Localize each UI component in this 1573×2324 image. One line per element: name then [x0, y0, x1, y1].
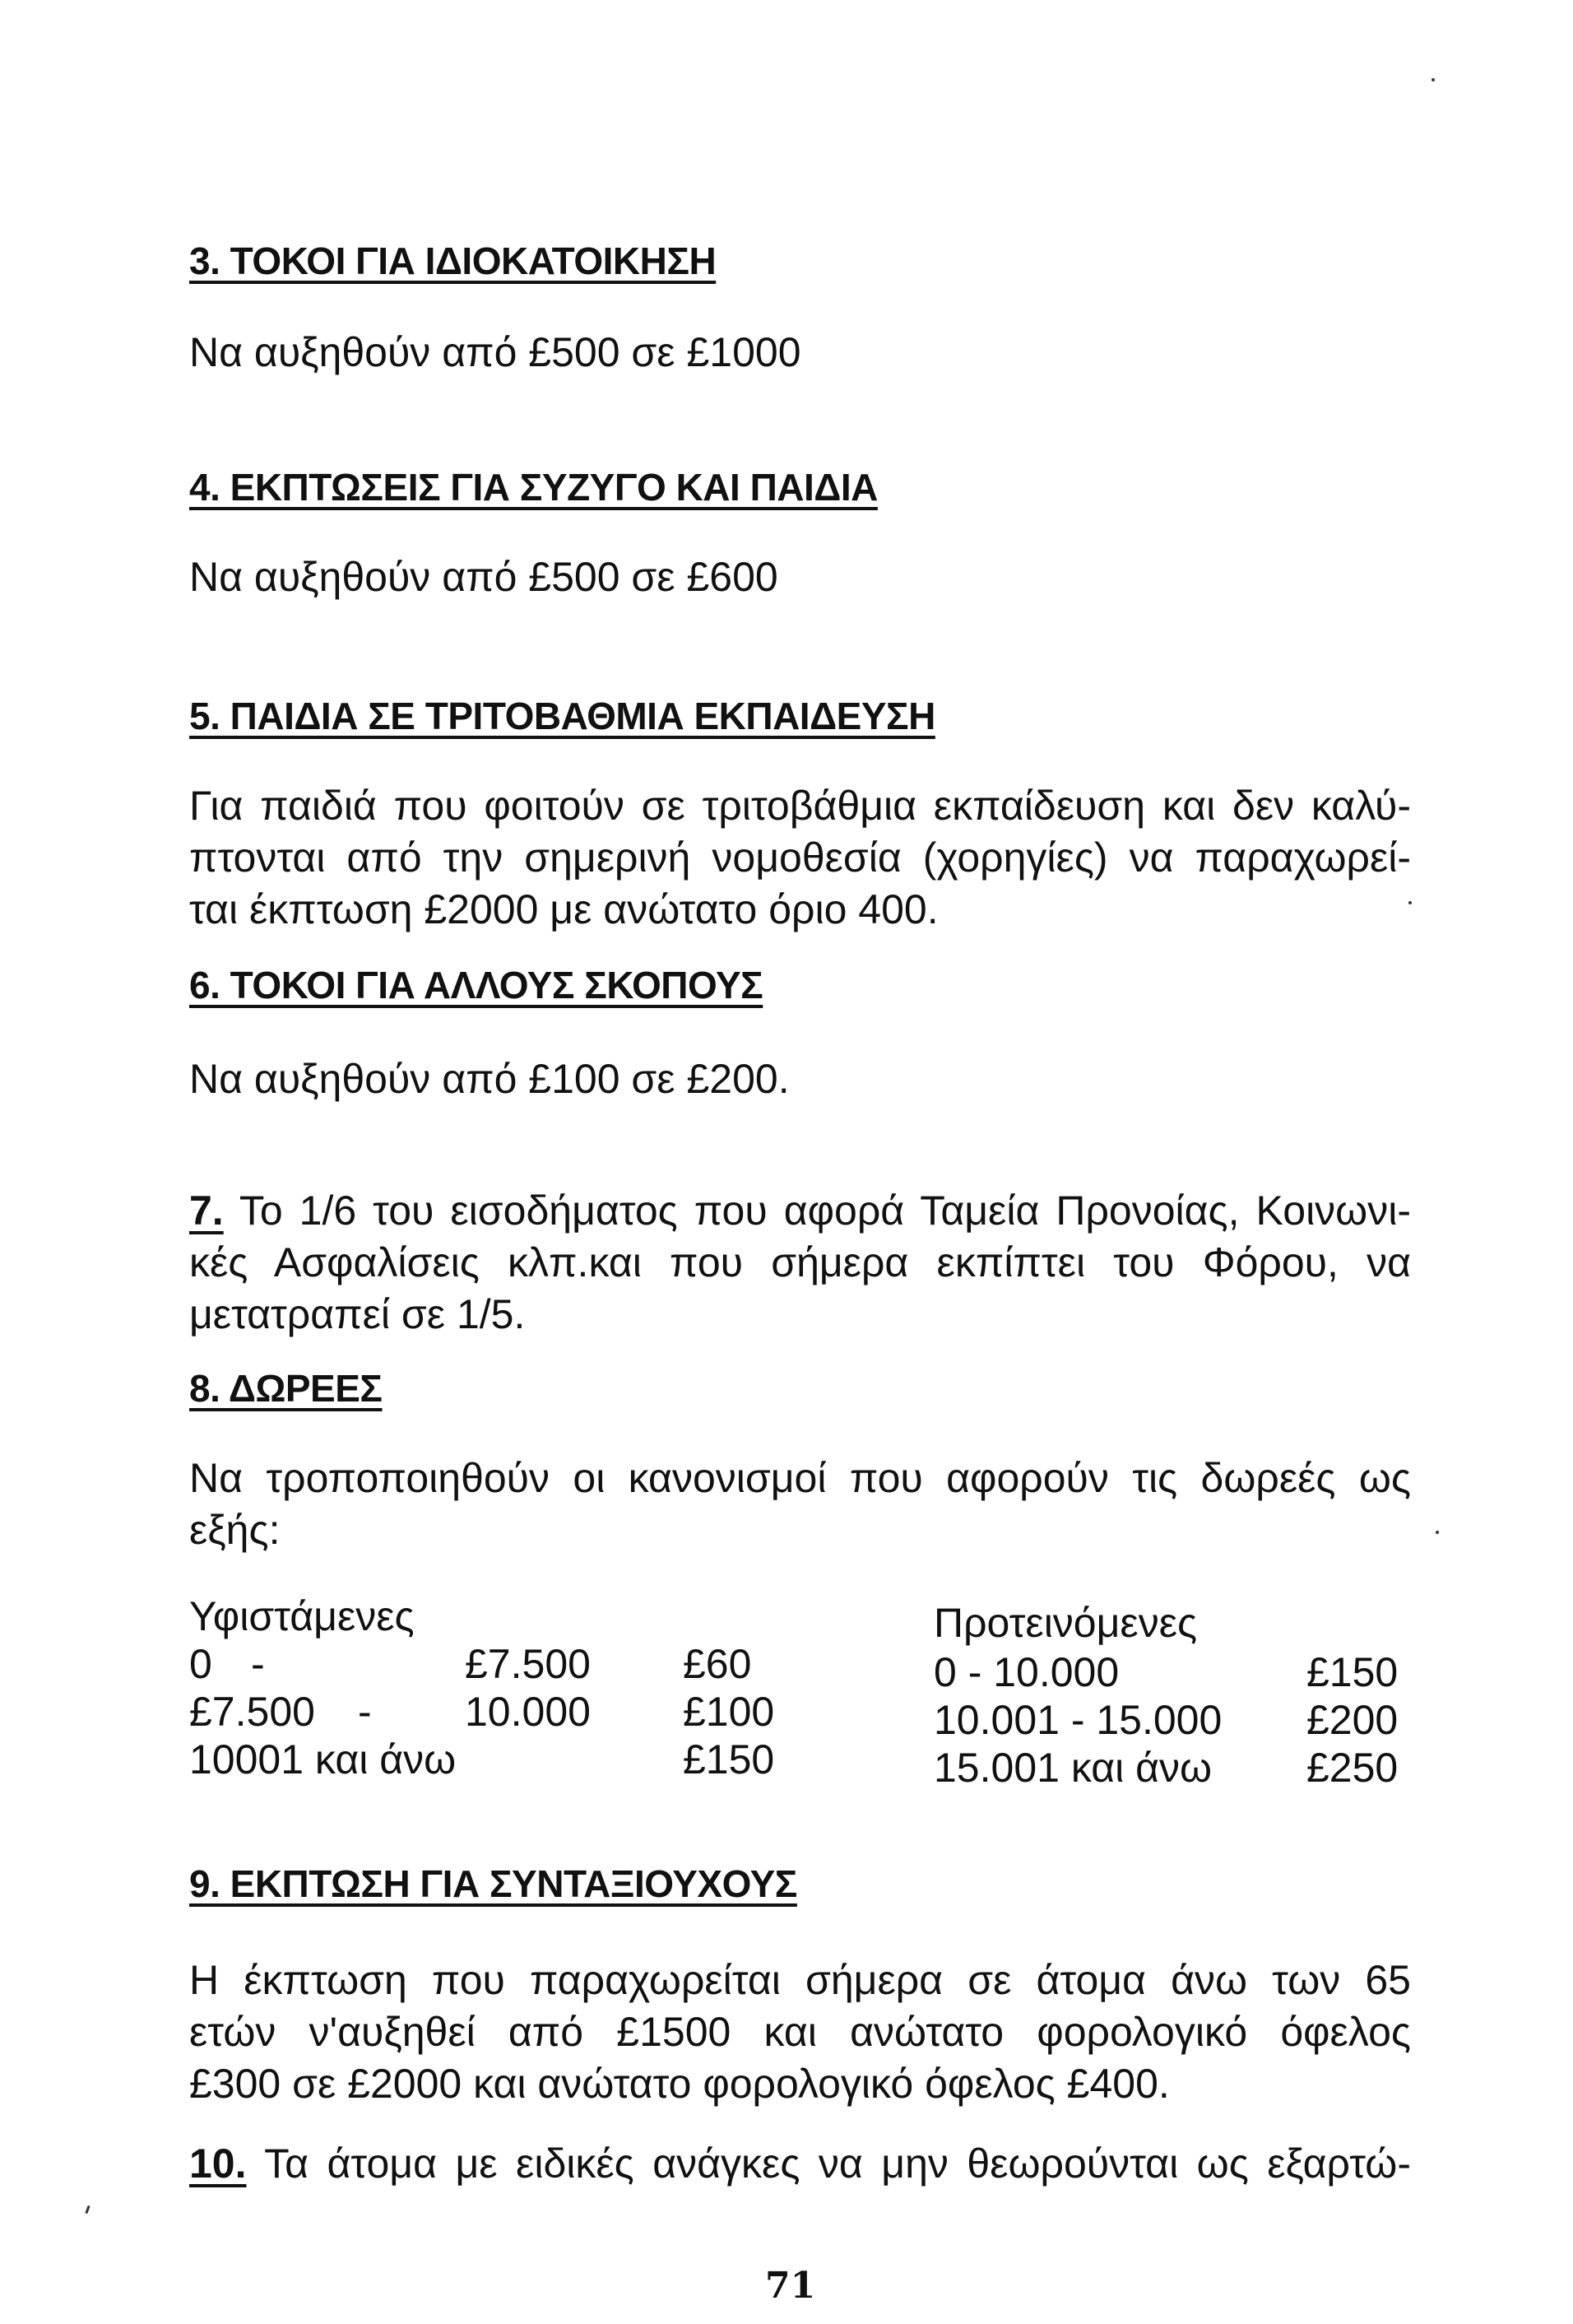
section-10-number: 10. — [189, 2140, 247, 2187]
existing-amount: £150 — [683, 1736, 775, 1783]
proposed-range: 0 - 10.000 — [934, 1649, 1120, 1695]
section-6-heading: 6. ΤΟΚΟΙ ΓΙΑ ΑΛΛΟΥΣ ΣΚΟΠΟΥΣ — [189, 964, 763, 1006]
existing-to: £7.500 — [465, 1641, 591, 1687]
section-8-heading: 8. ΔΩΡΕΕΣ — [189, 1367, 383, 1410]
paragraph-line-with-number — [189, 1185, 1411, 1237]
existing-from: 0 — [189, 1641, 212, 1687]
paragraph-line: Η έκπτωση που παραχωρείται σήμερα σε άτομα άνω των 65 — [189, 1957, 1411, 2003]
page-number: 71 — [765, 2265, 816, 2307]
paragraph-line-text: Το 1/6 του εισοδήματος που αφορά Ταμεία Προνοίας, Κοινωνι- — [239, 1188, 1411, 1234]
paragraph-line: πτονται από την σημερινή νομοθεσία (χορηγίες) να παραχωρεί- — [189, 834, 1411, 881]
scan-speck — [85, 2205, 90, 2214]
paragraph-line: μετατραπεί σε 1/5. — [189, 1291, 526, 1337]
section-3-heading: 3. ΤΟΚΟΙ ΓΙΑ ΙΔΙΟΚΑΤΟΙΚΗΣΗ — [189, 239, 717, 282]
section-10-paragraph — [189, 2138, 1411, 2190]
section-4-text: Να αυξηθούν από £500 σε £600 — [189, 554, 778, 600]
section-4-heading: 4. ΕΚΠΤΩΣΕΙΣ ΓΙΑ ΣΥΖΥΓΟ ΚΑΙ ΠΑΙΔΙΑ — [189, 466, 878, 509]
existing-amount: £60 — [683, 1641, 752, 1687]
proposed-amount: £150 — [1306, 1649, 1399, 1695]
paragraph-line: Για παιδιά που φοιτούν σε τριτοβάθμια εκπαίδευση και δεν καλύ- — [189, 783, 1411, 829]
section-5-heading: 5. ΠΑΙΔΙΑ ΣΕ ΤΡΙΤΟΒΑΘΜΙΑ ΕΚΠΑΙΔΕΥΣΗ — [189, 695, 935, 737]
section-5-paragraph — [189, 780, 1411, 936]
paragraph-line: ετών ν'αυξηθεί από £1500 και ανώτατο φορολογικό όφελος — [189, 2009, 1411, 2055]
existing-from: £7.500 — [189, 1689, 315, 1735]
existing-sep: - — [358, 1689, 372, 1735]
existing-sep: - — [251, 1641, 265, 1687]
section-6-text: Να αυξηθούν από £100 σε £200. — [189, 1056, 790, 1102]
paragraph-line: £300 σε £2000 και ανώτατο φορολογικό όφελος £400. — [189, 2061, 1170, 2107]
section-7-number: 7. — [189, 1188, 224, 1234]
existing-amount: £100 — [683, 1689, 775, 1735]
section-3-text: Να αυξηθούν από £500 σε £1000 — [189, 329, 801, 375]
existing-from: 10001 και άνω — [189, 1736, 457, 1783]
proposed-range: 10.001 - 15.000 — [934, 1697, 1223, 1743]
paragraph-line: ται έκπτωση £2000 με ανώτατο όριο 400. — [189, 886, 939, 932]
proposed-amount: £250 — [1306, 1745, 1399, 1791]
existing-to: 10.000 — [465, 1689, 591, 1735]
paragraph-line-with-number — [189, 2138, 1411, 2190]
section-8-paragraph — [189, 1452, 1411, 1556]
proposed-amount: £200 — [1306, 1697, 1399, 1743]
paragraph-line-text: Τα άτομα με ειδικές ανάγκες να μην θεωρούνται ως εξαρτώ- — [264, 2140, 1411, 2187]
scan-speck — [1408, 901, 1412, 904]
paragraph-line: Να τροποποιηθούν οι κανονισμοί που αφορούν τις δωρεές ως — [189, 1455, 1411, 1501]
scan-speck — [1431, 78, 1435, 81]
paragraph-line: κές Ασφαλίσεις κλπ.και που σήμερα εκπίπτει του Φόρου, να — [189, 1239, 1411, 1285]
paragraph-line: εξής: — [189, 1507, 281, 1553]
existing-header: Υφιστάμενες — [189, 1593, 415, 1639]
proposed-range: 15.001 και άνω — [934, 1745, 1213, 1791]
section-7-paragraph — [189, 1185, 1411, 1341]
section-9-heading: 9. ΕΚΠΤΩΣΗ ΓΙΑ ΣΥΝΤΑΞΙΟΥΧΟΥΣ — [189, 1862, 797, 1905]
proposed-header: Προτεινόμενες — [934, 1600, 1198, 1646]
scan-speck — [1436, 1531, 1439, 1534]
section-9-paragraph — [189, 1954, 1411, 2110]
